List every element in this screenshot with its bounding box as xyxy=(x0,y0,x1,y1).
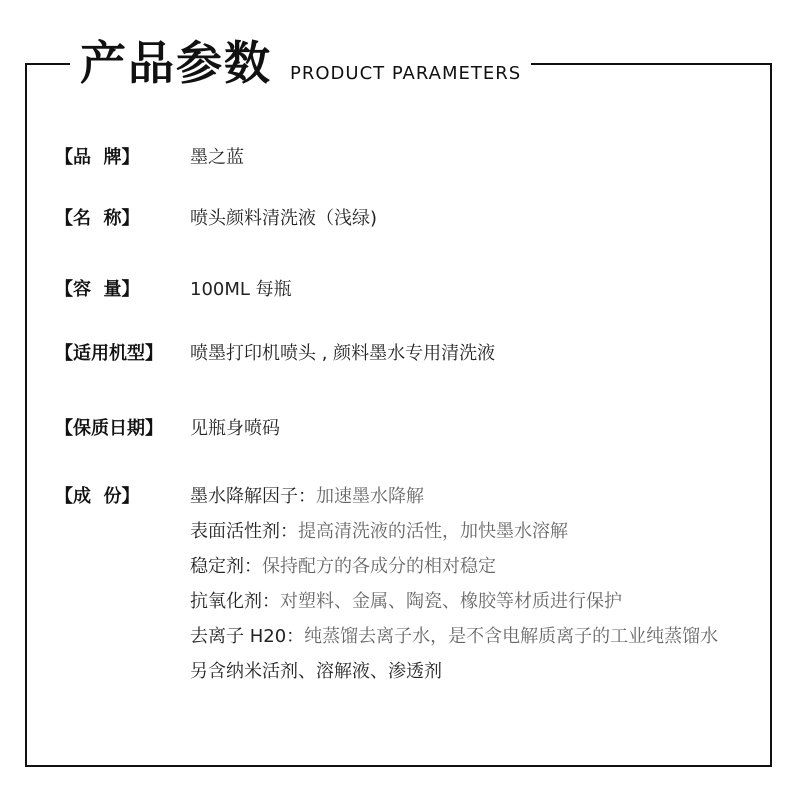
composition-name: 去离子 H20： xyxy=(190,626,305,647)
composition-name: 抗氧化剂： xyxy=(190,591,280,612)
param-row-shelf-life xyxy=(55,411,280,446)
composition-item xyxy=(190,584,718,619)
title-en: PRODUCT PARAMETERS xyxy=(290,63,522,84)
composition-item xyxy=(190,619,718,654)
param-row-capacity xyxy=(55,272,292,307)
param-label: 【名 称】 xyxy=(55,208,140,229)
composition-name: 墨水降解因子： xyxy=(190,486,316,507)
param-value: 喷墨打印机喷头 , 颜料墨水专用清洗液 xyxy=(190,343,496,364)
param-value: 见瓶身喷码 xyxy=(190,418,280,439)
composition-item xyxy=(190,654,718,689)
param-label: 【适用机型】 xyxy=(55,343,163,364)
title-cn: 产品参数 xyxy=(80,36,272,90)
composition-list xyxy=(190,479,718,689)
composition-desc: 对塑料、金属、陶瓷、橡胶等材质进行保护 xyxy=(280,591,622,612)
composition-name: 稳定剂： xyxy=(190,556,262,577)
param-row-brand xyxy=(55,140,244,175)
param-label: 【成 份】 xyxy=(55,486,140,507)
section-header xyxy=(70,28,531,98)
composition-desc: 提高清洗液的活性，加快墨水溶解 xyxy=(298,521,568,542)
param-label: 【品 牌】 xyxy=(55,147,140,168)
param-value: 墨之蓝 xyxy=(190,147,244,168)
composition-name: 表面活性剂： xyxy=(190,521,298,542)
composition-item xyxy=(190,514,718,549)
composition-desc: 保持配方的各成分的相对稳定 xyxy=(262,556,496,577)
param-row-name xyxy=(55,201,377,236)
param-row-composition xyxy=(55,479,718,689)
composition-desc: 纯蒸馏去离子水，是不含电解质离子的工业纯蒸馏水 xyxy=(304,626,719,647)
composition-name: 另含纳米活剂、溶解液、渗透剂 xyxy=(190,661,442,682)
param-value: 100ML 每瓶 xyxy=(190,279,292,300)
param-row-models xyxy=(55,336,495,371)
composition-desc: 加速墨水降解 xyxy=(316,486,424,507)
param-value: 喷头颜料清洗液（浅绿) xyxy=(190,208,378,229)
composition-item xyxy=(190,549,718,584)
param-label: 【保质日期】 xyxy=(55,418,163,439)
param-label: 【容 量】 xyxy=(55,279,140,300)
composition-item xyxy=(190,479,718,514)
